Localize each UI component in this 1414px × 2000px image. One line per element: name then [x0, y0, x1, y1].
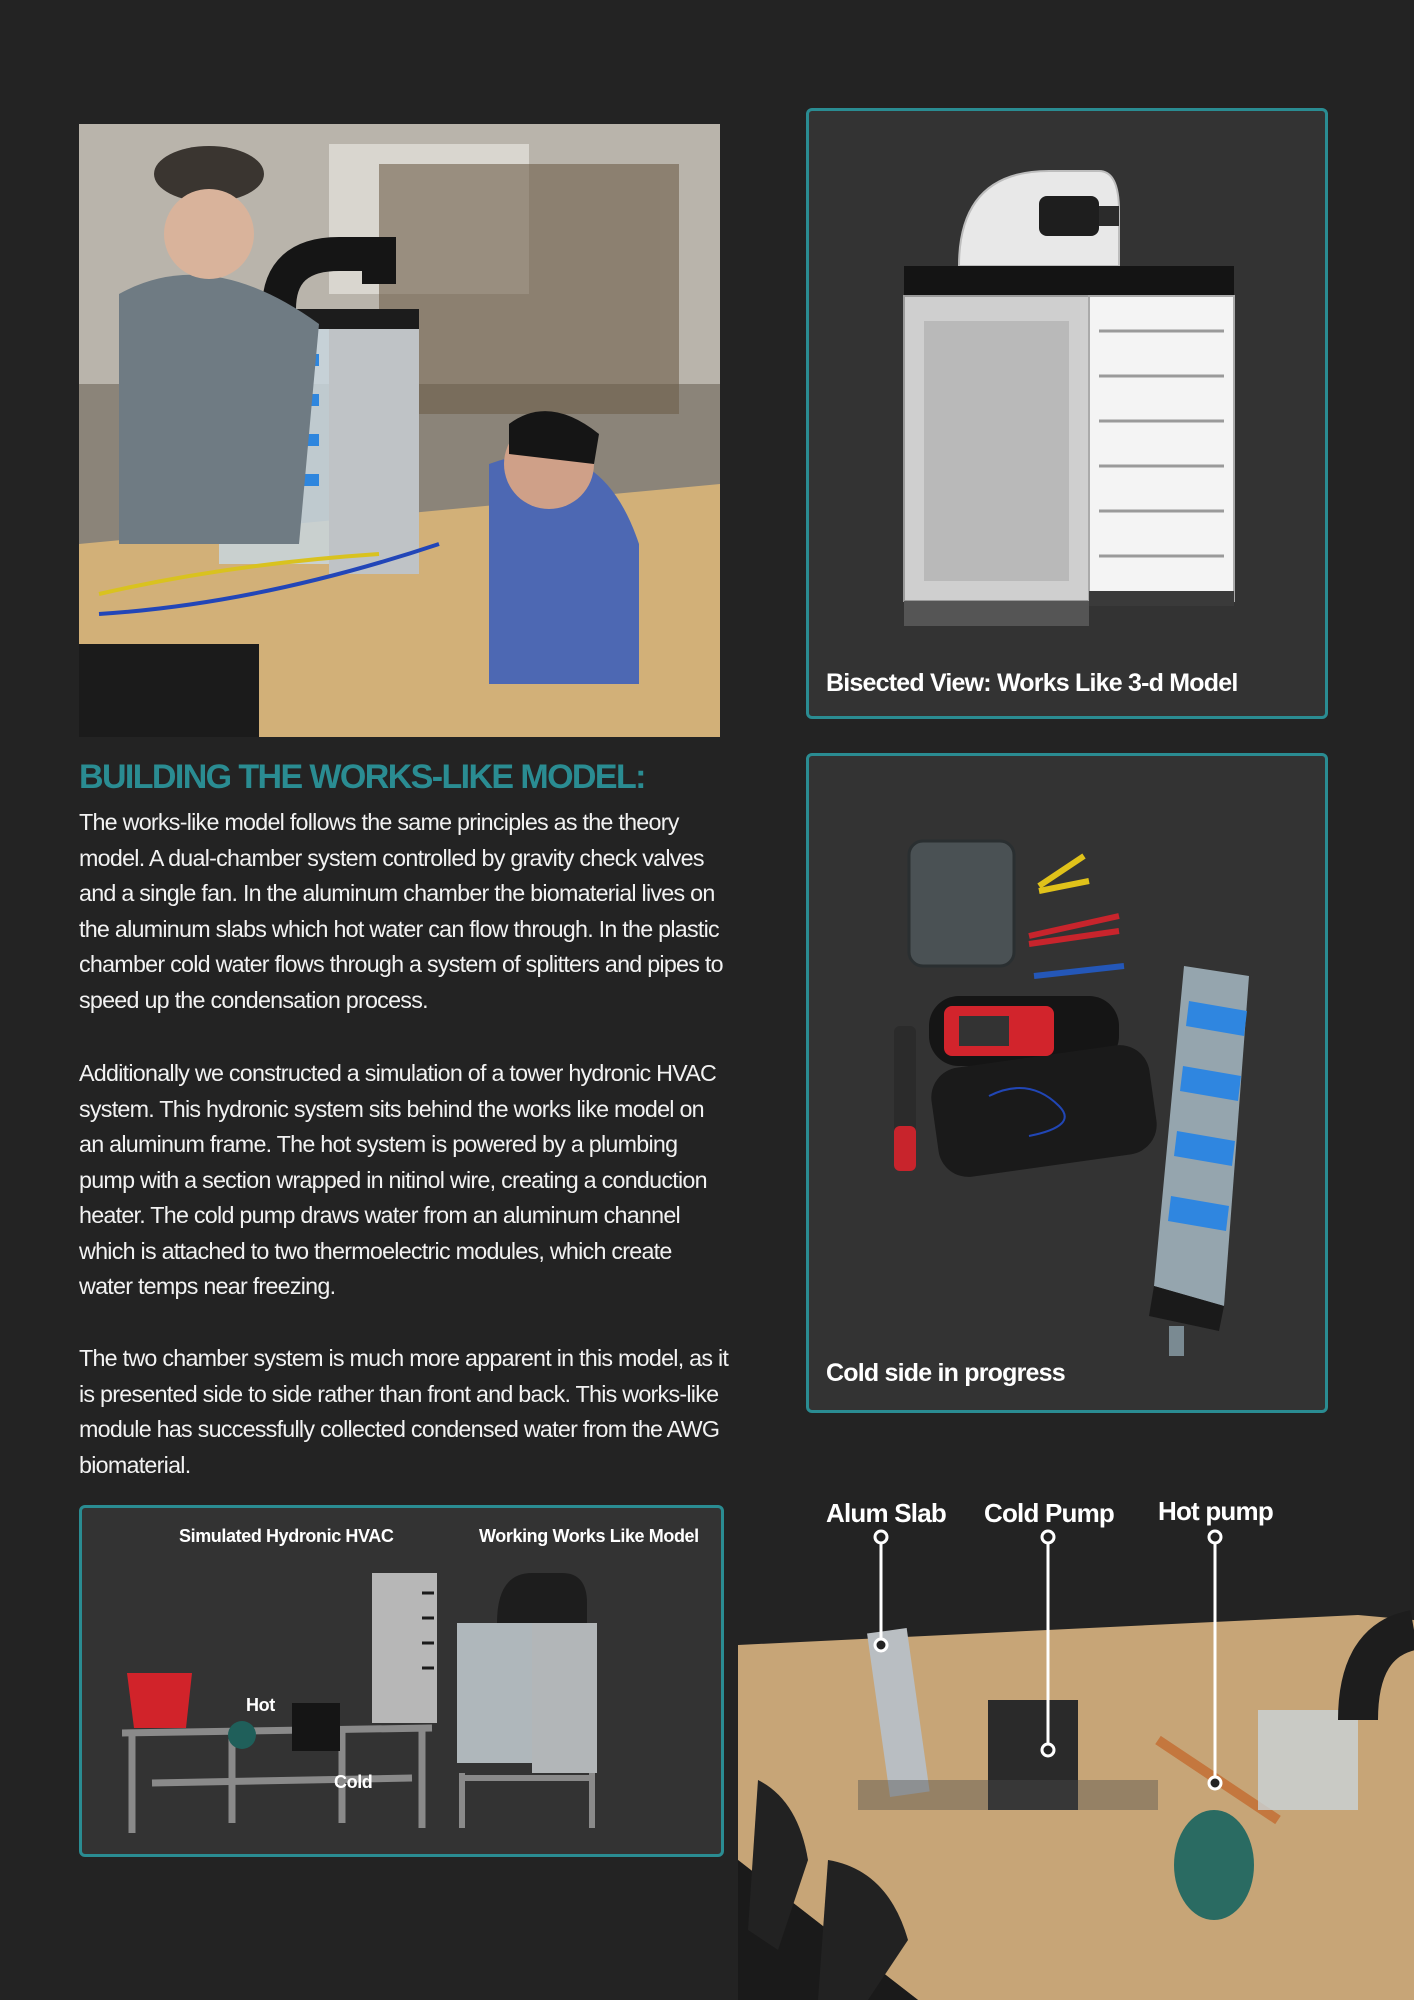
- hot-label: Hot: [246, 1695, 275, 1715]
- paragraph-1: The works-like model follows the same principles as the theory model. A dual-chamber system controlled by gravity check valves and a single fan. In the aluminum chamber the biomaterial lives on the aluminum slabs which hot water can flow through. In the plastic chamber cold water flows through a system of splitters and pipes to speed up the condensation process.: [79, 809, 723, 1013]
- cold-pump-callout: Cold Pump: [984, 1498, 1115, 1528]
- workshop-photo-illustration: [79, 124, 720, 737]
- working-model-label: Working Works Like Model: [479, 1526, 699, 1546]
- cold-side-caption: Cold side in progress: [826, 1359, 1065, 1387]
- bisected-view-caption: Bisected View: Works Like 3-d Model: [826, 669, 1238, 697]
- bisected-view-panel: [806, 108, 1328, 719]
- hot-pump-callout: Hot pump: [1158, 1496, 1273, 1526]
- assembly-photo: [122, 1553, 682, 1843]
- section-heading: BUILDING THE WORKS-LIKE MODEL:: [79, 758, 645, 796]
- paragraph-2: Additionally we constructed a simulation of a tower hydronic HVAC system. This hydronic system sits behind the works like model on an aluminum frame. The hot system is powered by a plumbing pump with a section wrapped in nitinol wire, creating a conduction heater. The cold pump draws water from an aluminum channel which is attached to two thermoelectric modules, which create water temps near freezing.: [79, 1060, 717, 1299]
- cold-side-panel: [806, 753, 1328, 1413]
- workshop-photo: [79, 124, 720, 737]
- callout-lines: [860, 1525, 1240, 1795]
- simulated-hydronic-label: Simulated Hydronic HVAC: [179, 1526, 394, 1546]
- cold-side-tools-photo: [889, 826, 1289, 1366]
- paragraph-3: The two chamber system is much more apparent in this model, as it is presented side to side rather than front and back. This works-like module has successfully collected condensed water from the AWG biomaterial.: [79, 1345, 729, 1478]
- cold-label: Cold: [334, 1772, 373, 1792]
- assembly-panel: [79, 1505, 724, 1857]
- bisected-3d-model-render: [899, 151, 1239, 631]
- alum-slab-callout: Alum Slab: [826, 1498, 946, 1528]
